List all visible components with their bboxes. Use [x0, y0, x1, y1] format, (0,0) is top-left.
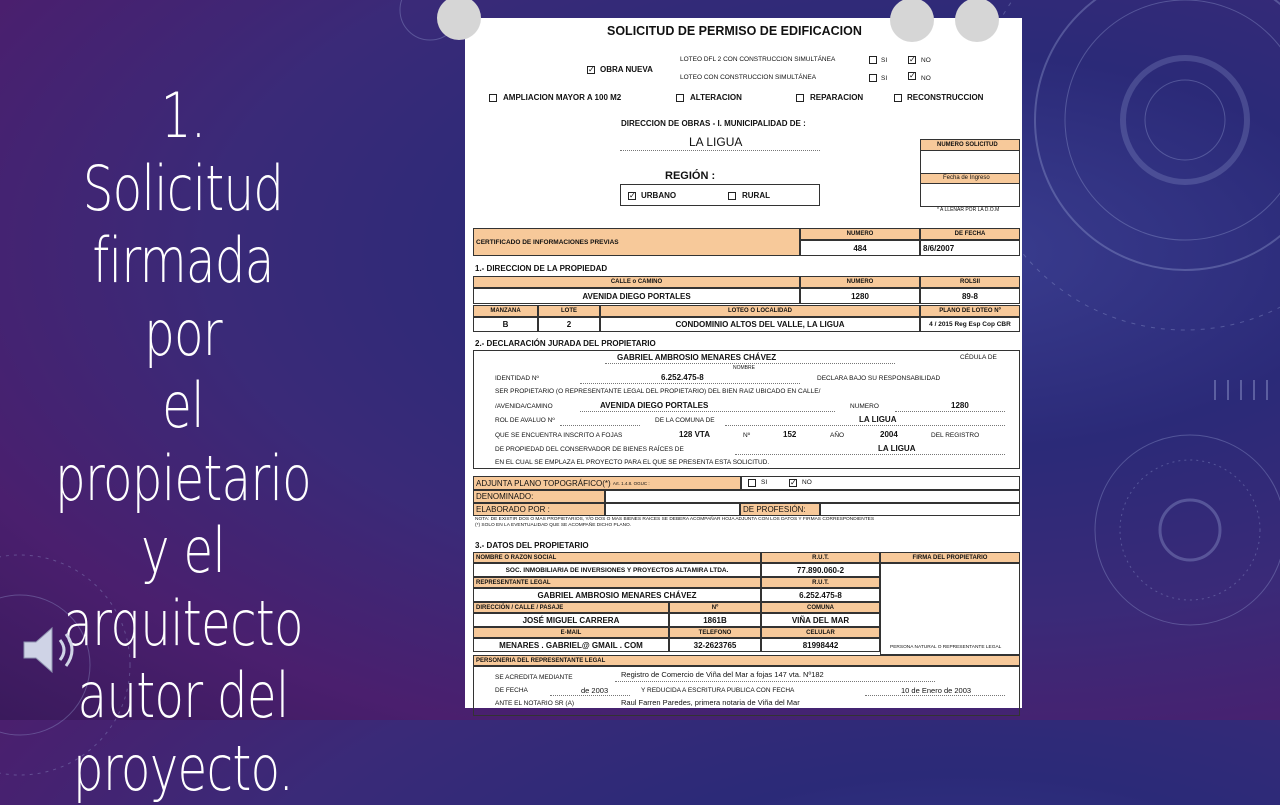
rep-header: REPRESENTANTE LEGAL	[473, 577, 761, 588]
slide-title	[54, 80, 311, 805]
title-line: y el	[54, 515, 311, 588]
reparacion-label: REPARACION	[810, 93, 863, 102]
ser-propietario-text: SER PROPIETARIO (O REPRESENTANTE LEGAL DEL PROPIETARIO) DEL BIEN RAIZ UBICADO EN CALLE/	[495, 388, 820, 395]
title-line: 1. Solicitud	[54, 80, 311, 225]
rep-value: GABRIEL AMBROSIO MENARES CHÁVEZ	[473, 588, 761, 602]
cel-header: CELULAR	[761, 627, 880, 638]
fecha-ingreso-label: Fecha de Ingreso	[943, 175, 990, 181]
decor-circle	[437, 0, 481, 40]
speaker-icon[interactable]	[20, 620, 84, 680]
art-ref: Art. 1.4.8. OGUC :	[613, 481, 650, 486]
dotted-line	[620, 150, 820, 151]
decor-circle	[890, 0, 934, 42]
calle-header: CALLE o CAMINO	[473, 276, 800, 288]
n-label: Nº	[743, 432, 750, 439]
notario-label: ANTE EL NOTARIO SR (A)	[495, 700, 574, 707]
section-3-title: 3.- DATOS DEL PROPIETARIO	[475, 541, 589, 550]
dotted-line	[580, 383, 800, 384]
alteracion-checkbox[interactable]	[676, 94, 684, 102]
dotted-line	[580, 411, 835, 412]
profesion-label: DE PROFESIÓN:	[740, 503, 820, 516]
no-label: NO	[921, 75, 931, 82]
denominado-label: DENOMINADO:	[473, 490, 605, 503]
de-fecha-label: DE FECHA	[495, 687, 528, 694]
si-label: SI	[761, 479, 767, 486]
lote-value: 2	[538, 317, 600, 332]
identidad-label: IDENTIDAD Nº	[495, 375, 539, 382]
permit-form-document	[465, 18, 1022, 708]
loteo-cons-no-checkbox[interactable]: ✓	[908, 72, 916, 80]
loteo-dfl-no-checkbox[interactable]: ✓	[908, 56, 916, 64]
obra-nueva-checkbox[interactable]: ✓	[587, 66, 595, 74]
inscrito-label: QUE SE ENCUENTRA INSCRITO A FOJAS	[495, 432, 622, 439]
loteo-cons-label: LOTEO CON CONSTRUCCION SIMULTÁNEA	[680, 74, 816, 81]
llenar-dom-note: * A LLENAR POR LA D.O.M	[937, 207, 999, 213]
numero-value: 1280	[951, 401, 969, 410]
manzana-header: MANZANA	[473, 305, 538, 317]
email-header: E-MAIL	[473, 627, 669, 638]
rut2-value: 6.252.475-8	[761, 588, 880, 602]
loteo-dfl-label: LOTEO DFL 2 CON CONSTRUCCION SIMULTÁNEA	[680, 56, 835, 63]
avenida-value: AVENIDA DIEGO PORTALES	[600, 401, 708, 410]
loteo-dfl-si-checkbox[interactable]	[869, 56, 877, 64]
title-line: autor del	[54, 660, 311, 733]
dir-header: DIRECCIÓN / CALLE / PASAJE	[473, 602, 669, 613]
dotted-line	[615, 681, 935, 682]
lote-header: LOTE	[538, 305, 600, 317]
tel-value: 32-2623765	[669, 638, 761, 652]
plano-options-box	[741, 476, 1020, 490]
rural-label: RURAL	[742, 191, 770, 200]
personeria-header: PERSONERIA DEL REPRESENTANTE LEGAL	[473, 655, 1020, 666]
rut-value: 77.890.060-2	[761, 563, 880, 577]
dotted-line	[560, 425, 640, 426]
firma-box	[880, 563, 1020, 655]
plano-si-checkbox[interactable]	[748, 479, 756, 487]
nota-1: NOTA: DE EXISTIR DOS O MAS PROPIETARIOS, Y/O DOS O MAS BIENES RAICES SE DEBERA ACOMPAÑAR HOJA ADJUNTA CON LOS DATOS Y FIRMAS CORRESPONDIENTES	[475, 517, 874, 522]
razon-header: NOMBRE O RAZON SOCIAL	[473, 552, 761, 563]
rut-value: 6.252.475-8	[661, 373, 704, 382]
reducida-label: Y REDUCIDA A ESCRITURA PUBLICA CON FECHA	[641, 687, 794, 694]
no-label: NO	[802, 479, 812, 486]
rut2-header: R.U.T.	[761, 577, 880, 588]
conservador-label: DE PROPIEDAD DEL CONSERVADOR DE BIENES RAÍCES DE	[495, 446, 684, 453]
comuna-header: COMUNA	[761, 602, 880, 613]
ano-label: AÑO	[830, 432, 844, 439]
cip-fecha: 8/6/2007	[920, 240, 1020, 256]
firma-header: FIRMA DEL PROPIETARIO	[880, 552, 1020, 563]
propietario-nombre: GABRIEL AMBROSIO MENARES CHÁVEZ	[617, 353, 776, 362]
comuna-value: VIÑA DEL MAR	[761, 613, 880, 627]
denominado-field[interactable]	[605, 490, 1020, 503]
acredita-value: Registro de Comercio de Viña del Mar a fojas 147 vta. Nº182	[621, 670, 824, 679]
no-label: NO	[921, 57, 931, 64]
reparacion-checkbox[interactable]	[796, 94, 804, 102]
section-2-title: 2.- DECLARACIÓN JURADA DEL PROPIETARIO	[475, 339, 656, 348]
obra-nueva-label: OBRA NUEVA	[600, 65, 653, 74]
direccion-obras-label: DIRECCION DE OBRAS - I. MUNICIPALIDAD DE :	[621, 119, 806, 128]
numero-value: 1280	[800, 288, 920, 304]
manzana-value: B	[473, 317, 538, 332]
decor-circle	[955, 0, 999, 42]
dotted-line	[865, 695, 1005, 696]
ampliacion-checkbox[interactable]	[489, 94, 497, 102]
cip-numero: 484	[800, 240, 920, 256]
rol-header: ROLSII	[920, 276, 1020, 288]
alteracion-label: ALTERACION	[690, 93, 742, 102]
plano-value: 4 / 2015 Reg Esp Cop CBR	[920, 317, 1020, 332]
region-label: REGIÓN :	[665, 170, 715, 182]
dotted-line	[895, 411, 1005, 412]
municipalidad-value: LA LIGUA	[689, 135, 742, 149]
email-value: MENARES . GABRIEL@ GMAIL . COM	[473, 638, 669, 652]
dotted-line	[605, 363, 895, 364]
loteo-value: CONDOMINIO ALTOS DEL VALLE, LA LIGUA	[600, 317, 920, 332]
title-line: el propietario	[54, 370, 311, 515]
rural-checkbox[interactable]	[728, 192, 736, 200]
rol-value: 89-8	[920, 288, 1020, 304]
declara-label: DECLARA BAJO SU RESPONSABILIDAD	[817, 375, 940, 382]
fecha-value: de 2003	[581, 686, 608, 695]
nombre-caption: NOMBRE	[733, 365, 755, 371]
notario-value: Raul Farren Paredes, primera notaria de Viña del Mar	[621, 698, 800, 707]
urbano-checkbox[interactable]: ✓	[628, 192, 636, 200]
plano-header: PLANO DE LOTEO Nº	[920, 305, 1020, 317]
dotted-line	[550, 695, 630, 696]
cip-fecha-header: DE FECHA	[920, 228, 1020, 240]
reconstruccion-checkbox[interactable]	[894, 94, 902, 102]
n-value: 152	[783, 430, 796, 439]
ampliacion-label: AMPLIACION MAYOR A 100 M2	[503, 93, 621, 102]
comuna-label: DE LA COMUNA DE	[655, 417, 715, 424]
adjunta-plano-text: ADJUNTA PLANO TOPOGRÁFICO(*)	[476, 479, 611, 488]
reconstruccion-label: RECONSTRUCCION	[907, 93, 983, 102]
ano-value: 2004	[880, 430, 898, 439]
rut-header: R.U.T.	[761, 552, 880, 563]
dir-value: JOSÉ MIGUEL CARRERA	[473, 613, 669, 627]
dotted-line	[725, 425, 1005, 426]
avenida-label: /AVENIDA/CAMINO	[495, 403, 553, 410]
elaborado-label: ELABORADO POR :	[473, 503, 605, 516]
title-line: proyecto.	[54, 733, 311, 805]
razon-value: SOC. INMOBILIARIA DE INVERSIONES Y PROYECTOS ALTAMIRA LTDA.	[473, 563, 761, 577]
si-label: SI	[881, 57, 887, 64]
cedula-label: CÉDULA DE	[960, 354, 997, 361]
loteo-cons-si-checkbox[interactable]	[869, 74, 877, 82]
title-line: firmada por	[54, 225, 311, 370]
acredita-label: SE ACREDITA MEDIANTE	[495, 674, 573, 681]
elaborado-field[interactable]	[605, 503, 740, 516]
urbano-label: URBANO	[641, 191, 676, 200]
n-header: Nº	[669, 602, 761, 613]
dotted-line	[735, 454, 1005, 455]
conservador-value: LA LIGUA	[878, 444, 915, 453]
plano-no-checkbox[interactable]: ✓	[789, 479, 797, 487]
n-value: 1861B	[669, 613, 761, 627]
profesion-field[interactable]	[820, 503, 1020, 516]
persona-natural-caption: PERSONA NATURAL O REPRESENTANTE LEGAL	[890, 645, 1001, 650]
loteo-header: LOTEO O LOCALIDAD	[600, 305, 920, 317]
numero-label: NUMERO	[850, 403, 879, 410]
rol-label: ROL DE AVALUO Nº	[495, 417, 555, 424]
si-label: SI	[881, 75, 887, 82]
emplaza-text: EN EL CUAL SE EMPLAZA EL PROYECTO PARA EL QUE SE PRESENTA ESTA SOLICITUD.	[495, 459, 769, 466]
cip-label: CERTIFICADO DE INFORMACIONES PREVIAS	[473, 228, 800, 256]
numero-header: NUMERO	[800, 276, 920, 288]
tel-header: TELEFONO	[669, 627, 761, 638]
reducida-value: 10 de Enero de 2003	[901, 686, 971, 695]
fojas-value: 128 VTA	[679, 430, 710, 439]
title-line: arquitecto	[54, 588, 311, 661]
comuna-value: LA LIGUA	[859, 415, 896, 424]
cel-value: 81998442	[761, 638, 880, 652]
numero-solicitud-label: NUMERO SOLICITUD	[937, 142, 998, 148]
adjunta-plano-label	[473, 476, 741, 490]
cip-numero-header: NUMERO	[800, 228, 920, 240]
nota-2: (*) SOLO EN LA EVENTUALIDAD QUE SE ACOMPAÑE DICHO PLANO.	[475, 523, 631, 528]
section-1-title: 1.- DIRECCION DE LA PROPIEDAD	[475, 264, 607, 273]
calle-value: AVENIDA DIEGO PORTALES	[473, 288, 800, 304]
registro-label: DEL REGISTRO	[931, 432, 979, 439]
form-title: SOLICITUD DE PERMISO DE EDIFICACION	[607, 24, 862, 38]
